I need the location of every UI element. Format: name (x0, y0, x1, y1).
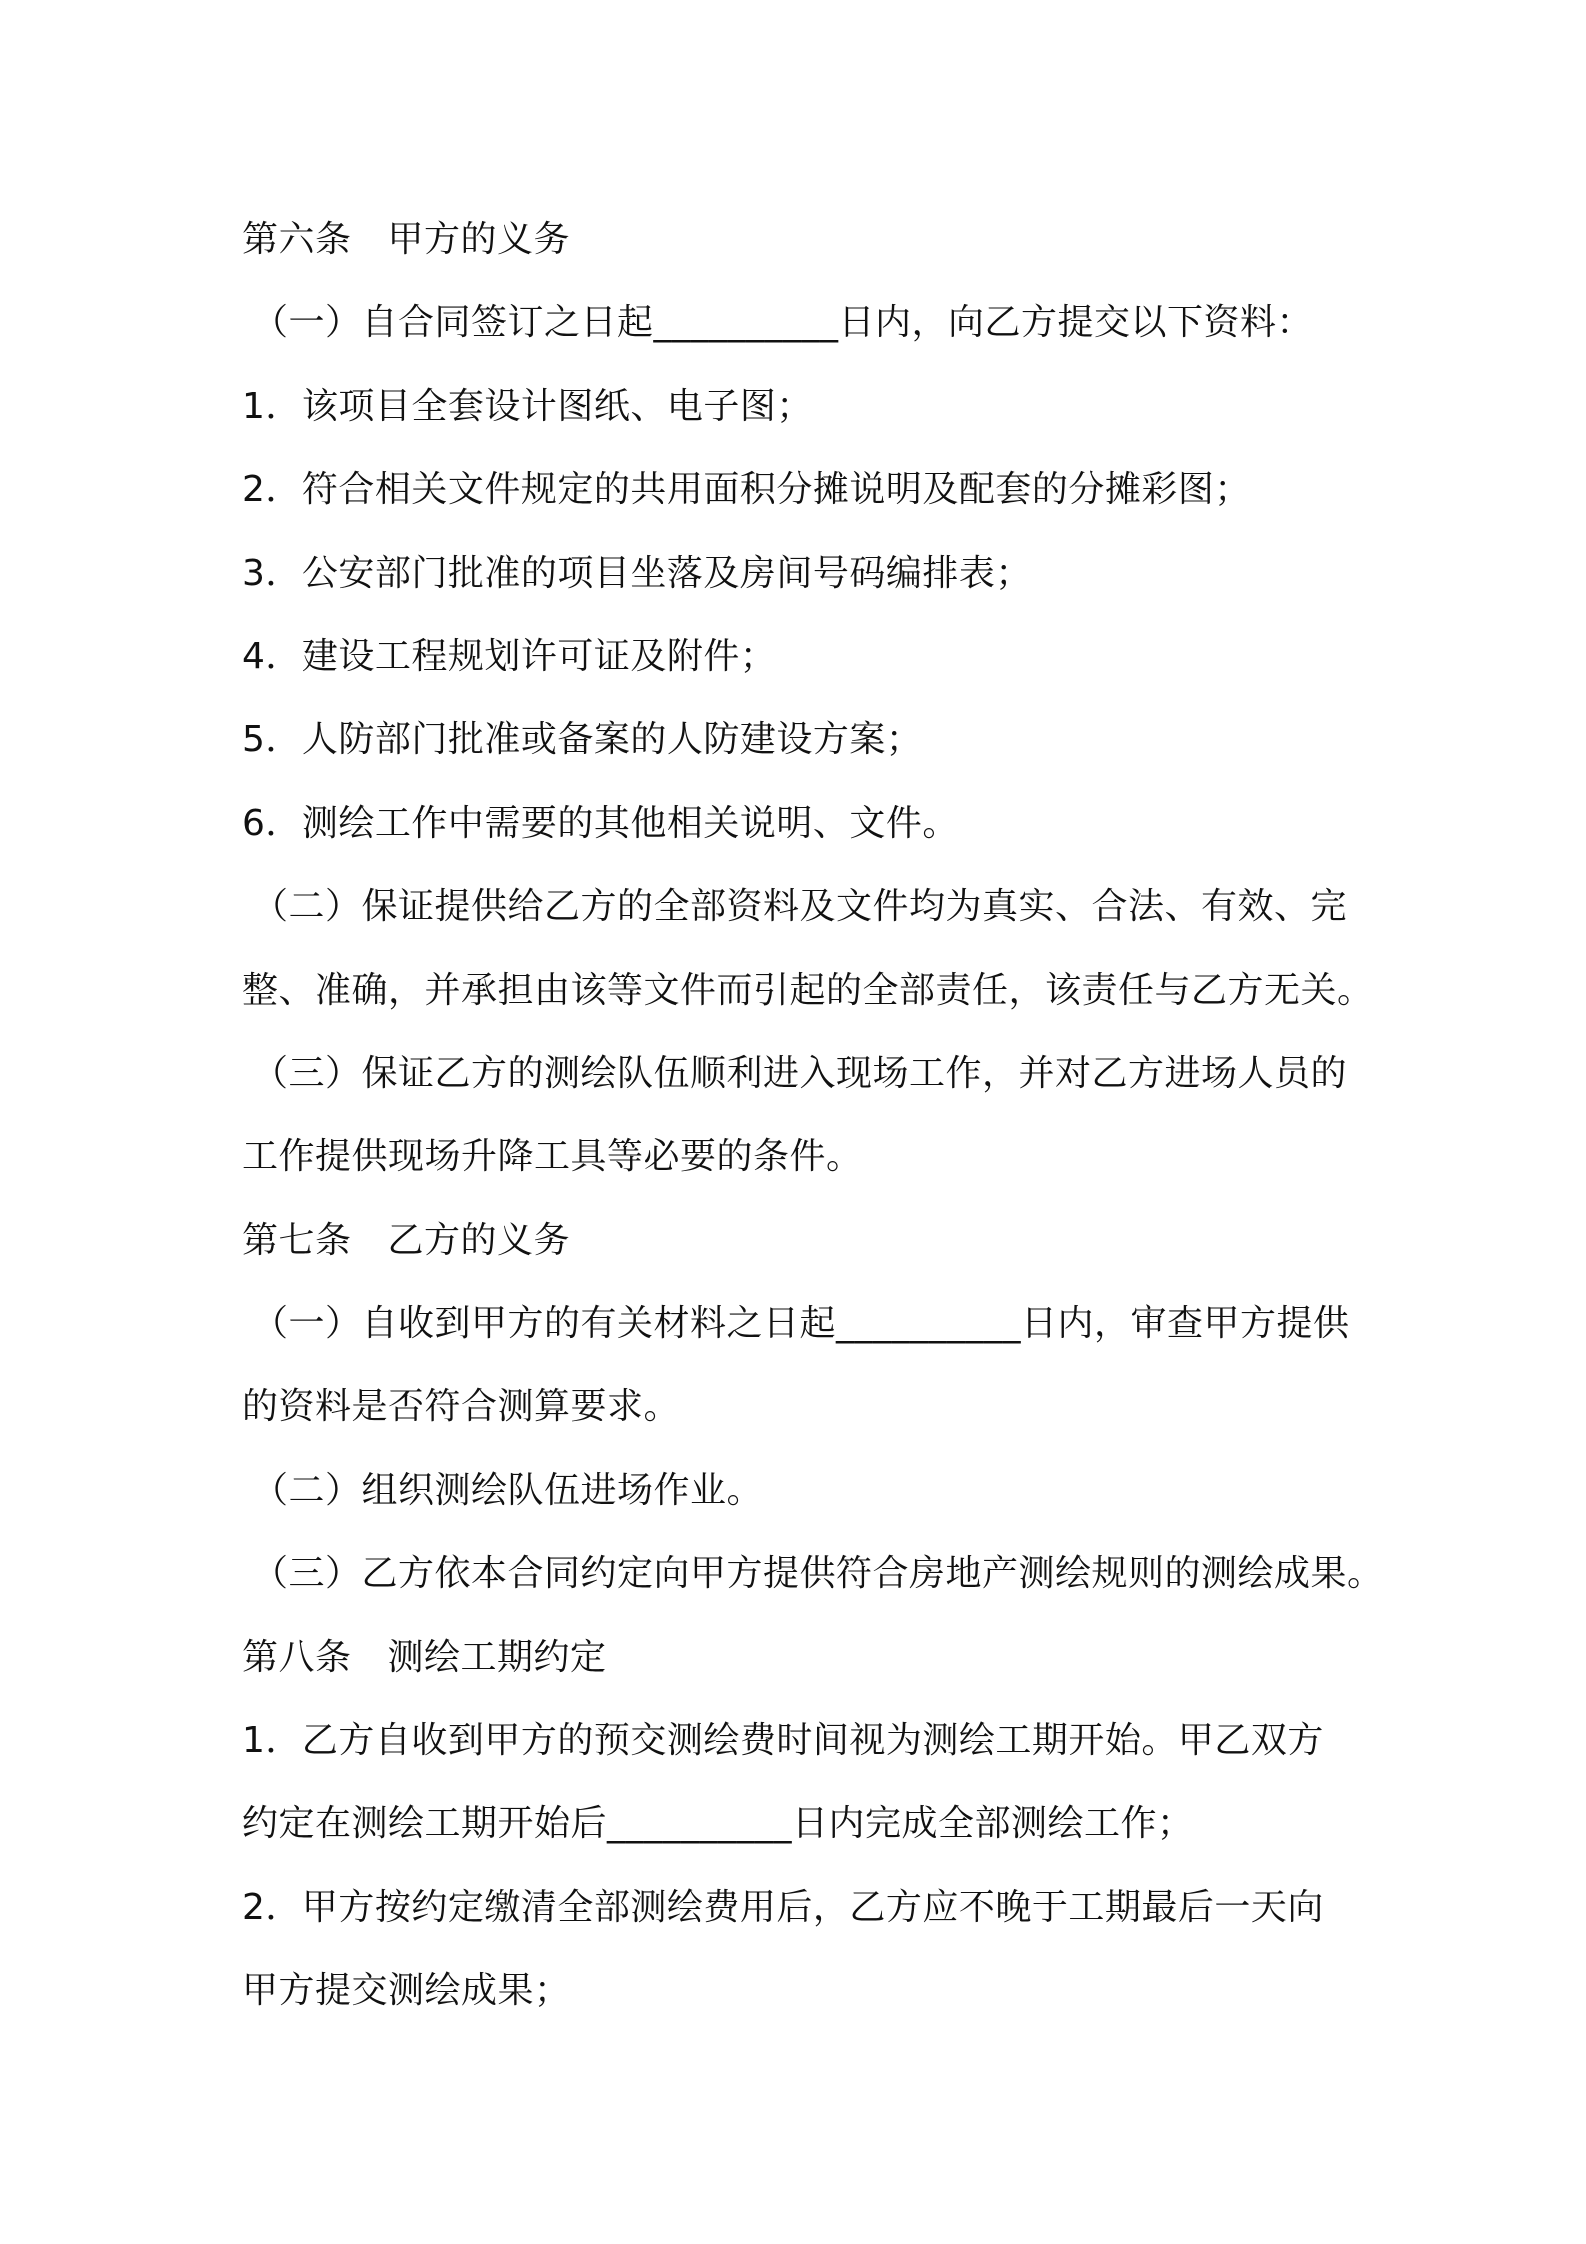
paragraph-line: （三）乙方依本合同约定向甲方提供符合房地产测绘规则的测绘成果。 (252, 1553, 1384, 1595)
article-title: 甲方的义务 (387, 219, 571, 260)
paragraph-line: 4．建设工程规划许可证及附件； (242, 635, 777, 677)
article-title: 测绘工期约定 (387, 1636, 607, 1678)
paragraph-line: （三）保证乙方的测绘队伍顺利进入现场工作，并对乙方进场人员的 (252, 1052, 1348, 1094)
paragraph-line: 工作提供现场升降工具等必要的条件。 (242, 1136, 863, 1178)
paragraph-line: 5．人防部门批准或备案的人防建设方案； (242, 719, 923, 761)
document-body (242, 198, 1384, 2033)
paragraph-line: （二）组织测绘队伍进场作业。 (252, 1469, 764, 1511)
paragraph-line: 3．公安部门批准的项目坐落及房间号码编排表； (242, 552, 1032, 594)
article-heading (242, 1199, 1372, 1282)
article-heading (242, 1616, 1372, 1699)
article-number: 第七条 (242, 1219, 352, 1261)
article-number: 第六条 (242, 219, 352, 260)
article-heading (242, 198, 1372, 281)
paragraph-line: 整、准确，并承担由该等文件而引起的全部责任，该责任与乙方无关。 (242, 969, 1374, 1011)
paragraph-line: （二）保证提供给乙方的全部资料及文件均为真实、合法、有效、完 (252, 886, 1348, 928)
paragraph-line: 2．甲方按约定缴清全部测绘费用后，乙方应不晚于工期最后一天向 (242, 1886, 1324, 1928)
paragraph-line: 2．符合相关文件规定的共用面积分摊说明及配套的分摊彩图； (242, 469, 1251, 511)
paragraph-line: 1．乙方自收到甲方的预交测绘费时间视为测绘工期开始。甲乙双方 (242, 1720, 1324, 1762)
paragraph-line: 约定在测绘工期开始后__________日内完成全部测绘工作； (242, 1803, 1194, 1845)
paragraph-line: （一）自收到甲方的有关材料之日起__________日内，审查甲方提供 (252, 1303, 1350, 1345)
paragraph-line: 甲方提交测绘成果； (242, 1970, 571, 2012)
paragraph-line: （一）自合同签订之日起__________日内，向乙方提交以下资料： (252, 302, 1314, 344)
paragraph-line: 6．测绘工作中需要的其他相关说明、文件。 (242, 802, 959, 844)
paragraph-line: 1．该项目全套设计图纸、电子图； (242, 385, 813, 427)
article-number: 第八条 (242, 1636, 352, 1678)
paragraph-line: 的资料是否符合测算要求。 (242, 1386, 681, 1428)
article-title: 乙方的义务 (387, 1219, 571, 1261)
